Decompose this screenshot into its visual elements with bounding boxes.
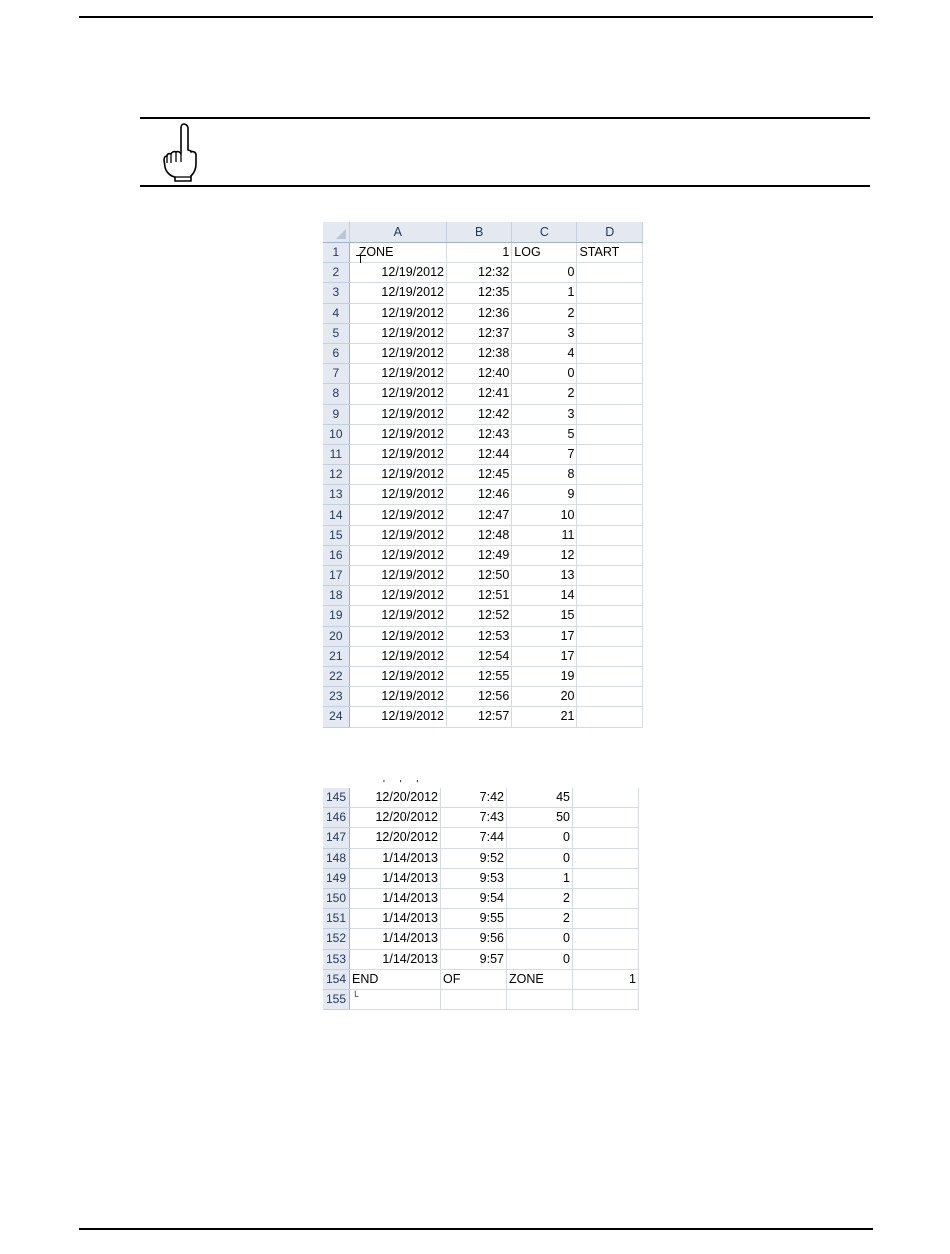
cell[interactable]: 9:56 (441, 929, 507, 949)
cell[interactable]: 17 (512, 626, 577, 646)
cell[interactable]: 3 (512, 323, 577, 343)
cell[interactable]: 12/19/2012 (349, 707, 446, 727)
row-number[interactable]: 12 (323, 465, 349, 485)
row-number[interactable]: 2 (323, 263, 349, 283)
cell[interactable]: 12 (512, 545, 577, 565)
row-number[interactable]: 153 (323, 949, 350, 969)
table-row (323, 283, 643, 303)
cell[interactable] (573, 989, 639, 1009)
cell[interactable] (573, 788, 639, 808)
row-number[interactable]: 22 (323, 666, 349, 686)
cell[interactable] (573, 909, 639, 929)
cell[interactable]: 12/19/2012 (349, 263, 446, 283)
cell[interactable]: 12/19/2012 (349, 606, 446, 626)
cell[interactable]: 1 (573, 969, 639, 989)
cell[interactable]: 0 (507, 848, 573, 868)
cell[interactable]: 8 (512, 465, 577, 485)
cell[interactable] (573, 848, 639, 868)
spreadsheet-excerpt-bottom (323, 779, 643, 1013)
cell[interactable] (573, 888, 639, 908)
cell[interactable]: 12/19/2012 (349, 566, 446, 586)
selection-corner-mark (356, 255, 361, 263)
row-number[interactable]: 15 (323, 525, 349, 545)
row-number[interactable]: 154 (323, 969, 350, 989)
cell[interactable] (577, 485, 643, 505)
table-row (323, 243, 643, 263)
cell[interactable]: 21 (512, 707, 577, 727)
table-row (323, 424, 643, 444)
cell[interactable]: 1/14/2013 (350, 929, 441, 949)
row-number[interactable]: 6 (323, 343, 349, 363)
row-number[interactable]: 10 (323, 424, 349, 444)
row-number[interactable]: 23 (323, 687, 349, 707)
cell[interactable] (577, 303, 643, 323)
cell[interactable] (577, 545, 643, 565)
cell[interactable]: 12:53 (446, 626, 511, 646)
spreadsheet-grid-bottom (323, 788, 639, 1010)
cell[interactable]: 11 (512, 525, 577, 545)
table-row (323, 485, 643, 505)
cell[interactable] (573, 868, 639, 888)
row-number[interactable]: 3 (323, 283, 349, 303)
cell[interactable] (577, 404, 643, 424)
row-number[interactable]: 14 (323, 505, 349, 525)
cell[interactable]: 9:57 (441, 949, 507, 969)
cell[interactable]: 12/19/2012 (349, 586, 446, 606)
cell[interactable]: 12/19/2012 (349, 364, 446, 384)
cell[interactable] (577, 283, 643, 303)
table-row (323, 989, 639, 1009)
table-row (323, 364, 643, 384)
table-row (323, 343, 643, 363)
table-row (323, 606, 643, 626)
table-row (323, 465, 643, 485)
table-row (323, 929, 639, 949)
row-number[interactable]: 8 (323, 384, 349, 404)
cell[interactable]: 12:37 (446, 323, 511, 343)
row-number[interactable]: 150 (323, 888, 350, 908)
table-row (323, 808, 639, 828)
row-number[interactable]: 21 (323, 646, 349, 666)
cell[interactable]: 2 (507, 909, 573, 929)
cell[interactable]: END (350, 969, 441, 989)
table-row (323, 949, 639, 969)
cell[interactable]: 1/14/2013 (350, 848, 441, 868)
cell[interactable]: 1 (507, 868, 573, 888)
cell[interactable]: 50 (507, 808, 573, 828)
cell[interactable]: 1 (512, 283, 577, 303)
page-top-rule (79, 16, 873, 18)
cell[interactable] (441, 989, 507, 1009)
cell[interactable] (577, 525, 643, 545)
cell[interactable]: 12:46 (446, 485, 511, 505)
cell[interactable]: 4 (512, 343, 577, 363)
cell[interactable]: 12/20/2012 (350, 828, 441, 848)
cell[interactable]: 17 (512, 646, 577, 666)
cell[interactable] (573, 929, 639, 949)
cell[interactable]: 0 (507, 828, 573, 848)
cell[interactable]: 12:44 (446, 444, 511, 464)
row-number[interactable]: 13 (323, 485, 349, 505)
table-row (323, 687, 643, 707)
column-header-a[interactable]: A (349, 222, 446, 243)
cell[interactable]: 12/19/2012 (349, 545, 446, 565)
table-row (323, 888, 639, 908)
cell[interactable] (577, 646, 643, 666)
cell[interactable]: 12/19/2012 (349, 404, 446, 424)
cell[interactable]: 12:57 (446, 707, 511, 727)
cell[interactable] (573, 949, 639, 969)
cell[interactable] (349, 243, 446, 263)
cell[interactable]: 9:54 (441, 888, 507, 908)
cell[interactable]: 9 (512, 485, 577, 505)
cell[interactable]: 0 (507, 929, 573, 949)
cell[interactable] (573, 808, 639, 828)
cell[interactable]: 12/19/2012 (349, 485, 446, 505)
cell[interactable]: 12/19/2012 (349, 424, 446, 444)
cell[interactable]: 12:32 (446, 263, 511, 283)
spreadsheet-excerpt-top (323, 222, 643, 734)
table-row (323, 505, 643, 525)
row-number[interactable]: 151 (323, 909, 350, 929)
page-bottom-rule (79, 1228, 873, 1230)
cell[interactable]: 12:35 (446, 283, 511, 303)
table-row (323, 868, 639, 888)
row-number[interactable]: 1 (323, 243, 349, 263)
pointing-hand-icon (160, 121, 200, 183)
cell[interactable] (577, 707, 643, 727)
row-number[interactable]: 16 (323, 545, 349, 565)
cell[interactable]: 7:43 (441, 808, 507, 828)
cell[interactable] (577, 384, 643, 404)
cell[interactable]: OF (441, 969, 507, 989)
cell[interactable]: 12/19/2012 (349, 384, 446, 404)
cell[interactable] (577, 364, 643, 384)
cell[interactable]: 2 (507, 888, 573, 908)
row-number[interactable]: 20 (323, 626, 349, 646)
cell[interactable]: 5 (512, 424, 577, 444)
column-header-d[interactable]: D (577, 222, 643, 243)
cell[interactable]: 1/14/2013 (350, 868, 441, 888)
cell[interactable]: 0 (507, 949, 573, 969)
cell[interactable]: 12/19/2012 (349, 626, 446, 646)
cell[interactable]: 9:53 (441, 868, 507, 888)
cell[interactable]: 45 (507, 788, 573, 808)
table-row (323, 444, 643, 464)
row-number[interactable]: 11 (323, 444, 349, 464)
cell[interactable]: 12:36 (446, 303, 511, 323)
cell[interactable]: 14 (512, 586, 577, 606)
select-all-corner[interactable] (323, 222, 349, 243)
cell[interactable]: 12:48 (446, 525, 511, 545)
cell[interactable]: ZONE (507, 969, 573, 989)
row-number[interactable]: 5 (323, 323, 349, 343)
cell[interactable]: 12:40 (446, 364, 511, 384)
cell[interactable] (577, 505, 643, 525)
row-number[interactable]: 152 (323, 929, 350, 949)
cell[interactable] (577, 606, 643, 626)
row-number[interactable]: 145 (323, 788, 350, 808)
cell[interactable]: 20 (512, 687, 577, 707)
cell[interactable] (577, 343, 643, 363)
cell[interactable]: └ (350, 989, 441, 1009)
cell[interactable]: 13 (512, 566, 577, 586)
cell[interactable]: 12:50 (446, 566, 511, 586)
cell[interactable] (577, 424, 643, 444)
cell[interactable] (577, 586, 643, 606)
table-row (323, 586, 643, 606)
cell[interactable]: 19 (512, 666, 577, 686)
row-number[interactable]: 18 (323, 586, 349, 606)
table-row (323, 707, 643, 727)
table-row (323, 303, 643, 323)
table-row (323, 909, 639, 929)
cell[interactable]: 12/19/2012 (349, 343, 446, 363)
cell[interactable]: 12:41 (446, 384, 511, 404)
cell[interactable]: 12/20/2012 (350, 788, 441, 808)
cell[interactable]: 0 (512, 263, 577, 283)
cell[interactable] (573, 828, 639, 848)
table-row (323, 666, 643, 686)
row-number[interactable]: 24 (323, 707, 349, 727)
table-row (323, 848, 639, 868)
cell[interactable]: 12:51 (446, 586, 511, 606)
row-number[interactable]: 148 (323, 848, 350, 868)
cell[interactable]: 7:42 (441, 788, 507, 808)
cell[interactable] (577, 263, 643, 283)
table-row (323, 566, 643, 586)
cell[interactable]: START (577, 243, 643, 263)
cell[interactable]: 10 (512, 505, 577, 525)
cell[interactable]: 12/19/2012 (349, 505, 446, 525)
cell[interactable] (577, 666, 643, 686)
cell[interactable]: 12/19/2012 (349, 323, 446, 343)
cell[interactable]: 12:54 (446, 646, 511, 666)
cell[interactable] (577, 444, 643, 464)
cell[interactable] (577, 465, 643, 485)
cell[interactable]: 12/19/2012 (349, 666, 446, 686)
row-number[interactable]: 155 (323, 989, 350, 1009)
cell[interactable]: 12:56 (446, 687, 511, 707)
cell[interactable]: 2 (512, 303, 577, 323)
row-number[interactable]: 9 (323, 404, 349, 424)
spreadsheet-grid-top (323, 222, 643, 728)
cell[interactable]: 12/20/2012 (350, 808, 441, 828)
cell[interactable]: 12:47 (446, 505, 511, 525)
column-header-c[interactable]: C (512, 222, 577, 243)
cell[interactable]: LOG (512, 243, 577, 263)
row-number[interactable]: 149 (323, 868, 350, 888)
cell[interactable]: 3 (512, 404, 577, 424)
row-number[interactable]: 17 (323, 566, 349, 586)
table-row (323, 545, 643, 565)
cell[interactable] (577, 566, 643, 586)
cell[interactable]: 9:55 (441, 909, 507, 929)
cell[interactable]: 15 (512, 606, 577, 626)
cell[interactable]: 1/14/2013 (350, 909, 441, 929)
note-bottom-rule (140, 185, 870, 187)
row-number[interactable]: 147 (323, 828, 350, 848)
cell[interactable]: 12:55 (446, 666, 511, 686)
continuation-marks: ' ' ' (383, 779, 425, 790)
table-row (323, 404, 643, 424)
row-number[interactable]: 7 (323, 364, 349, 384)
cell[interactable]: 12:49 (446, 545, 511, 565)
cell[interactable]: 7:44 (441, 828, 507, 848)
cell[interactable]: 7 (512, 444, 577, 464)
row-number[interactable]: 4 (323, 303, 349, 323)
table-row (323, 626, 643, 646)
cell[interactable]: 12:42 (446, 404, 511, 424)
table-row (323, 828, 639, 848)
cell[interactable]: 12/19/2012 (349, 303, 446, 323)
cell[interactable]: 12:38 (446, 343, 511, 363)
cell[interactable] (577, 687, 643, 707)
column-header-row (323, 222, 643, 243)
table-row (323, 525, 643, 545)
cell[interactable]: 0 (512, 364, 577, 384)
cell[interactable]: 1/14/2013 (350, 949, 441, 969)
table-row (323, 263, 643, 283)
table-row (323, 384, 643, 404)
cell-text: ZONE (358, 245, 394, 260)
table-row (323, 969, 639, 989)
table-row (323, 788, 639, 808)
cell[interactable]: 12/19/2012 (349, 525, 446, 545)
cell[interactable]: 12/19/2012 (349, 646, 446, 666)
cell[interactable]: 12:52 (446, 606, 511, 626)
table-row (323, 646, 643, 666)
cell[interactable]: 12/19/2012 (349, 465, 446, 485)
cell[interactable] (577, 323, 643, 343)
cell[interactable]: 12/19/2012 (349, 444, 446, 464)
row-number[interactable]: 19 (323, 606, 349, 626)
cell[interactable]: 2 (512, 384, 577, 404)
cell[interactable]: 9:52 (441, 848, 507, 868)
cell[interactable]: 1/14/2013 (350, 888, 441, 908)
cell[interactable]: 12/19/2012 (349, 687, 446, 707)
column-header-b[interactable]: B (446, 222, 511, 243)
row-number[interactable]: 146 (323, 808, 350, 828)
cell[interactable]: 12:43 (446, 424, 511, 444)
cell[interactable] (507, 989, 573, 1009)
cell[interactable]: 1 (446, 243, 511, 263)
cell[interactable] (577, 626, 643, 646)
cell[interactable]: 12/19/2012 (349, 283, 446, 303)
note-top-rule (140, 117, 870, 119)
cell[interactable]: 12:45 (446, 465, 511, 485)
table-row (323, 323, 643, 343)
